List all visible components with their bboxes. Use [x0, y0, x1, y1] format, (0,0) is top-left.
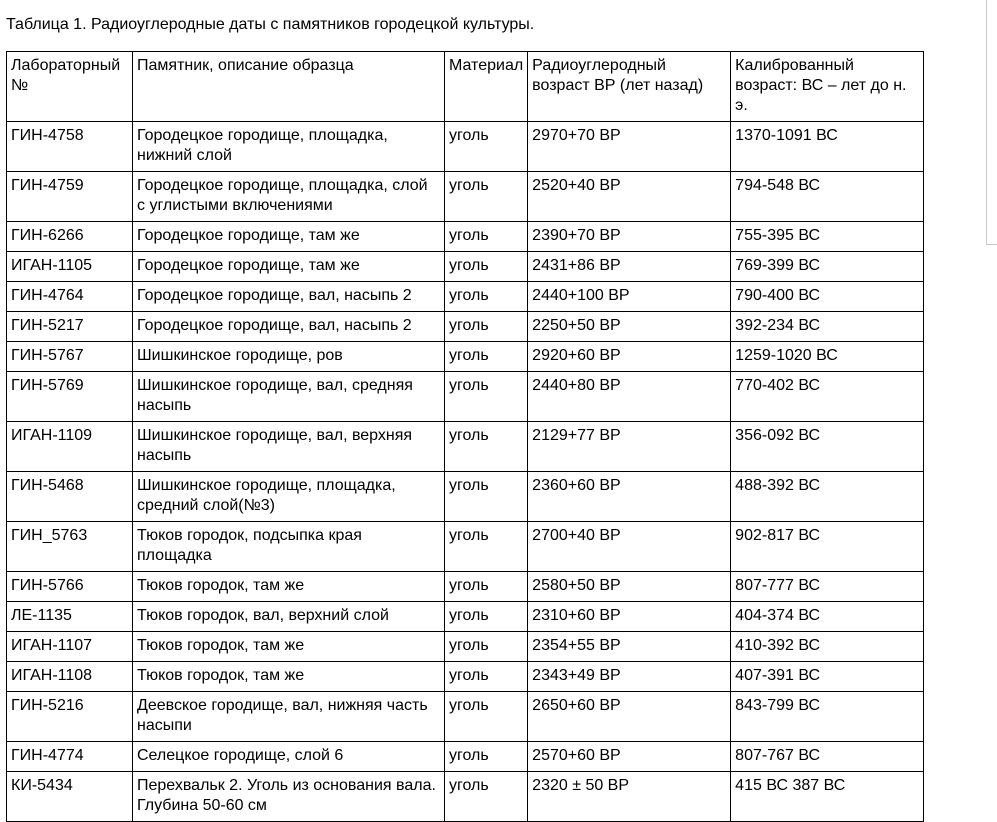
- cell-radiocarbon-age: 2650+60 ВР: [528, 692, 731, 742]
- cell-material: уголь: [445, 772, 528, 822]
- cell-calibrated-age: 770-402 ВС: [731, 372, 924, 422]
- table-row: [7, 252, 924, 282]
- cell-lab-number: ГИН-4774: [7, 742, 133, 772]
- cell-radiocarbon-age: 2129+77 ВР: [528, 422, 731, 472]
- cell-radiocarbon-age: 2354+55 ВР: [528, 632, 731, 662]
- cell-site: Городецкое городище, площадка, нижний слой: [133, 122, 445, 172]
- cell-radiocarbon-age: 2343+49 ВР: [528, 662, 731, 692]
- header-cell-lab-number: Лабораторный №: [7, 52, 133, 122]
- cell-material: уголь: [445, 522, 528, 572]
- cell-radiocarbon-age: 2431+86 ВР: [528, 252, 731, 282]
- table-row: [7, 422, 924, 472]
- cell-calibrated-age: 790-400 ВС: [731, 282, 924, 312]
- cell-radiocarbon-age: 2570+60 ВР: [528, 742, 731, 772]
- cell-calibrated-age: 902-817 ВС: [731, 522, 924, 572]
- cell-calibrated-age: 410-392 ВС: [731, 632, 924, 662]
- cell-site: Городецкое городище, вал, насыпь 2: [133, 312, 445, 342]
- cell-site: Городецкое городище, вал, насыпь 2: [133, 282, 445, 312]
- cell-lab-number: ГИН-5767: [7, 342, 133, 372]
- cell-material: уголь: [445, 342, 528, 372]
- cell-lab-number: ИГАН-1108: [7, 662, 133, 692]
- cell-site: Деевское городище, вал, нижняя часть насыпи: [133, 692, 445, 742]
- cell-radiocarbon-age: 2360+60 ВР: [528, 472, 731, 522]
- cell-radiocarbon-age: 2320 ± 50 ВР: [528, 772, 731, 822]
- cell-calibrated-age: 769-399 ВС: [731, 252, 924, 282]
- table-row: [7, 122, 924, 172]
- cell-calibrated-age: 807-767 ВС: [731, 742, 924, 772]
- cell-radiocarbon-age: 2520+40 ВР: [528, 172, 731, 222]
- cell-calibrated-age: 794-548 ВС: [731, 172, 924, 222]
- radiocarbon-dates-table: [6, 51, 924, 822]
- cell-site: Тюков городок, подсыпка края площадка: [133, 522, 445, 572]
- cell-lab-number: КИ-5434: [7, 772, 133, 822]
- table-row: [7, 742, 924, 772]
- cell-material: уголь: [445, 422, 528, 472]
- cell-calibrated-age: 415 ВС 387 ВС: [731, 772, 924, 822]
- cell-calibrated-age: 1259-1020 ВС: [731, 342, 924, 372]
- cell-site: Шишкинское городище, ров: [133, 342, 445, 372]
- cell-lab-number: ГИН-4758: [7, 122, 133, 172]
- cell-material: уголь: [445, 122, 528, 172]
- cell-material: уголь: [445, 172, 528, 222]
- table-body: [7, 52, 924, 822]
- cell-calibrated-age: 1370-1091 ВС: [731, 122, 924, 172]
- cell-lab-number: ИГАН-1105: [7, 252, 133, 282]
- cell-radiocarbon-age: 2700+40 ВР: [528, 522, 731, 572]
- table-row: [7, 472, 924, 522]
- cell-radiocarbon-age: 2390+70 ВР: [528, 222, 731, 252]
- table-row: [7, 282, 924, 312]
- table-row: [7, 342, 924, 372]
- table-row: [7, 372, 924, 422]
- cell-radiocarbon-age: 2440+80 ВР: [528, 372, 731, 422]
- cell-radiocarbon-age: 2250+50 ВР: [528, 312, 731, 342]
- cell-lab-number: ГИН-6266: [7, 222, 133, 252]
- cell-site: Тюков городок, вал, верхний слой: [133, 602, 445, 632]
- cell-material: уголь: [445, 222, 528, 252]
- cell-lab-number: ГИН-5216: [7, 692, 133, 742]
- cell-material: уголь: [445, 572, 528, 602]
- cell-calibrated-age: 404-374 ВС: [731, 602, 924, 632]
- header-cell-calibrated-age: Калиброванный возраст: ВС – лет до н. э.: [731, 52, 924, 122]
- cell-calibrated-age: 843-799 ВС: [731, 692, 924, 742]
- cell-lab-number: ГИН_5763: [7, 522, 133, 572]
- cell-calibrated-age: 392-234 ВС: [731, 312, 924, 342]
- cell-site: Шишкинское городище, вал, средняя насыпь: [133, 372, 445, 422]
- cell-material: уголь: [445, 742, 528, 772]
- table-row: [7, 522, 924, 572]
- table-row: [7, 602, 924, 632]
- cell-material: уголь: [445, 662, 528, 692]
- cell-material: уголь: [445, 692, 528, 742]
- table-row: [7, 662, 924, 692]
- cell-material: уголь: [445, 252, 528, 282]
- cell-material: уголь: [445, 312, 528, 342]
- cell-radiocarbon-age: 2970+70 ВР: [528, 122, 731, 172]
- header-row: [7, 52, 924, 122]
- cell-lab-number: ГИН-5468: [7, 472, 133, 522]
- cell-site: Тюков городок, там же: [133, 662, 445, 692]
- cell-lab-number: ГИН-5766: [7, 572, 133, 602]
- page-edge: [986, 0, 997, 245]
- cell-lab-number: ГИН-5769: [7, 372, 133, 422]
- cell-material: уголь: [445, 632, 528, 662]
- cell-site: Перехвальк 2. Уголь из основания вала. Глубина 50-60 см: [133, 772, 445, 822]
- cell-site: Селецкое городище, слой 6: [133, 742, 445, 772]
- cell-lab-number: ГИН-5217: [7, 312, 133, 342]
- header-cell-material: Материал: [445, 52, 528, 122]
- cell-site: Шишкинское городище, вал, верхняя насыпь: [133, 422, 445, 472]
- cell-material: уголь: [445, 282, 528, 312]
- cell-lab-number: ГИН-4759: [7, 172, 133, 222]
- cell-radiocarbon-age: 2920+60 ВР: [528, 342, 731, 372]
- cell-calibrated-age: 407-391 ВС: [731, 662, 924, 692]
- header-cell-radiocarbon-age: Радиоуглеродный возраст ВР (лет назад): [528, 52, 731, 122]
- table-row: [7, 772, 924, 822]
- cell-calibrated-age: 356-092 ВС: [731, 422, 924, 472]
- cell-radiocarbon-age: 2310+60 ВР: [528, 602, 731, 632]
- table-row: [7, 692, 924, 742]
- cell-calibrated-age: 488-392 ВС: [731, 472, 924, 522]
- cell-calibrated-age: 807-777 ВС: [731, 572, 924, 602]
- cell-lab-number: ГИН-4764: [7, 282, 133, 312]
- cell-material: уголь: [445, 372, 528, 422]
- cell-lab-number: ИГАН-1107: [7, 632, 133, 662]
- cell-site: Тюков городок, там же: [133, 572, 445, 602]
- table-row: [7, 172, 924, 222]
- table-row: [7, 312, 924, 342]
- cell-radiocarbon-age: 2580+50 ВР: [528, 572, 731, 602]
- cell-lab-number: ЛЕ-1135: [7, 602, 133, 632]
- cell-radiocarbon-age: 2440+100 ВР: [528, 282, 731, 312]
- cell-site: Городецкое городище, там же: [133, 222, 445, 252]
- cell-calibrated-age: 755-395 ВС: [731, 222, 924, 252]
- cell-site: Шишкинское городище, площадка, средний слой(№3): [133, 472, 445, 522]
- cell-site: Городецкое городище, там же: [133, 252, 445, 282]
- table-row: [7, 222, 924, 252]
- header-cell-site: Памятник, описание образца: [133, 52, 445, 122]
- cell-material: уголь: [445, 602, 528, 632]
- cell-site: Тюков городок, там же: [133, 632, 445, 662]
- table-row: [7, 632, 924, 662]
- table-row: [7, 572, 924, 602]
- table-caption: Таблица 1. Радиоуглеродные даты с памятников городецкой культуры.: [6, 16, 535, 33]
- cell-site: Городецкое городище, площадка, слой с углистыми включениями: [133, 172, 445, 222]
- cell-material: уголь: [445, 472, 528, 522]
- cell-lab-number: ИГАН-1109: [7, 422, 133, 472]
